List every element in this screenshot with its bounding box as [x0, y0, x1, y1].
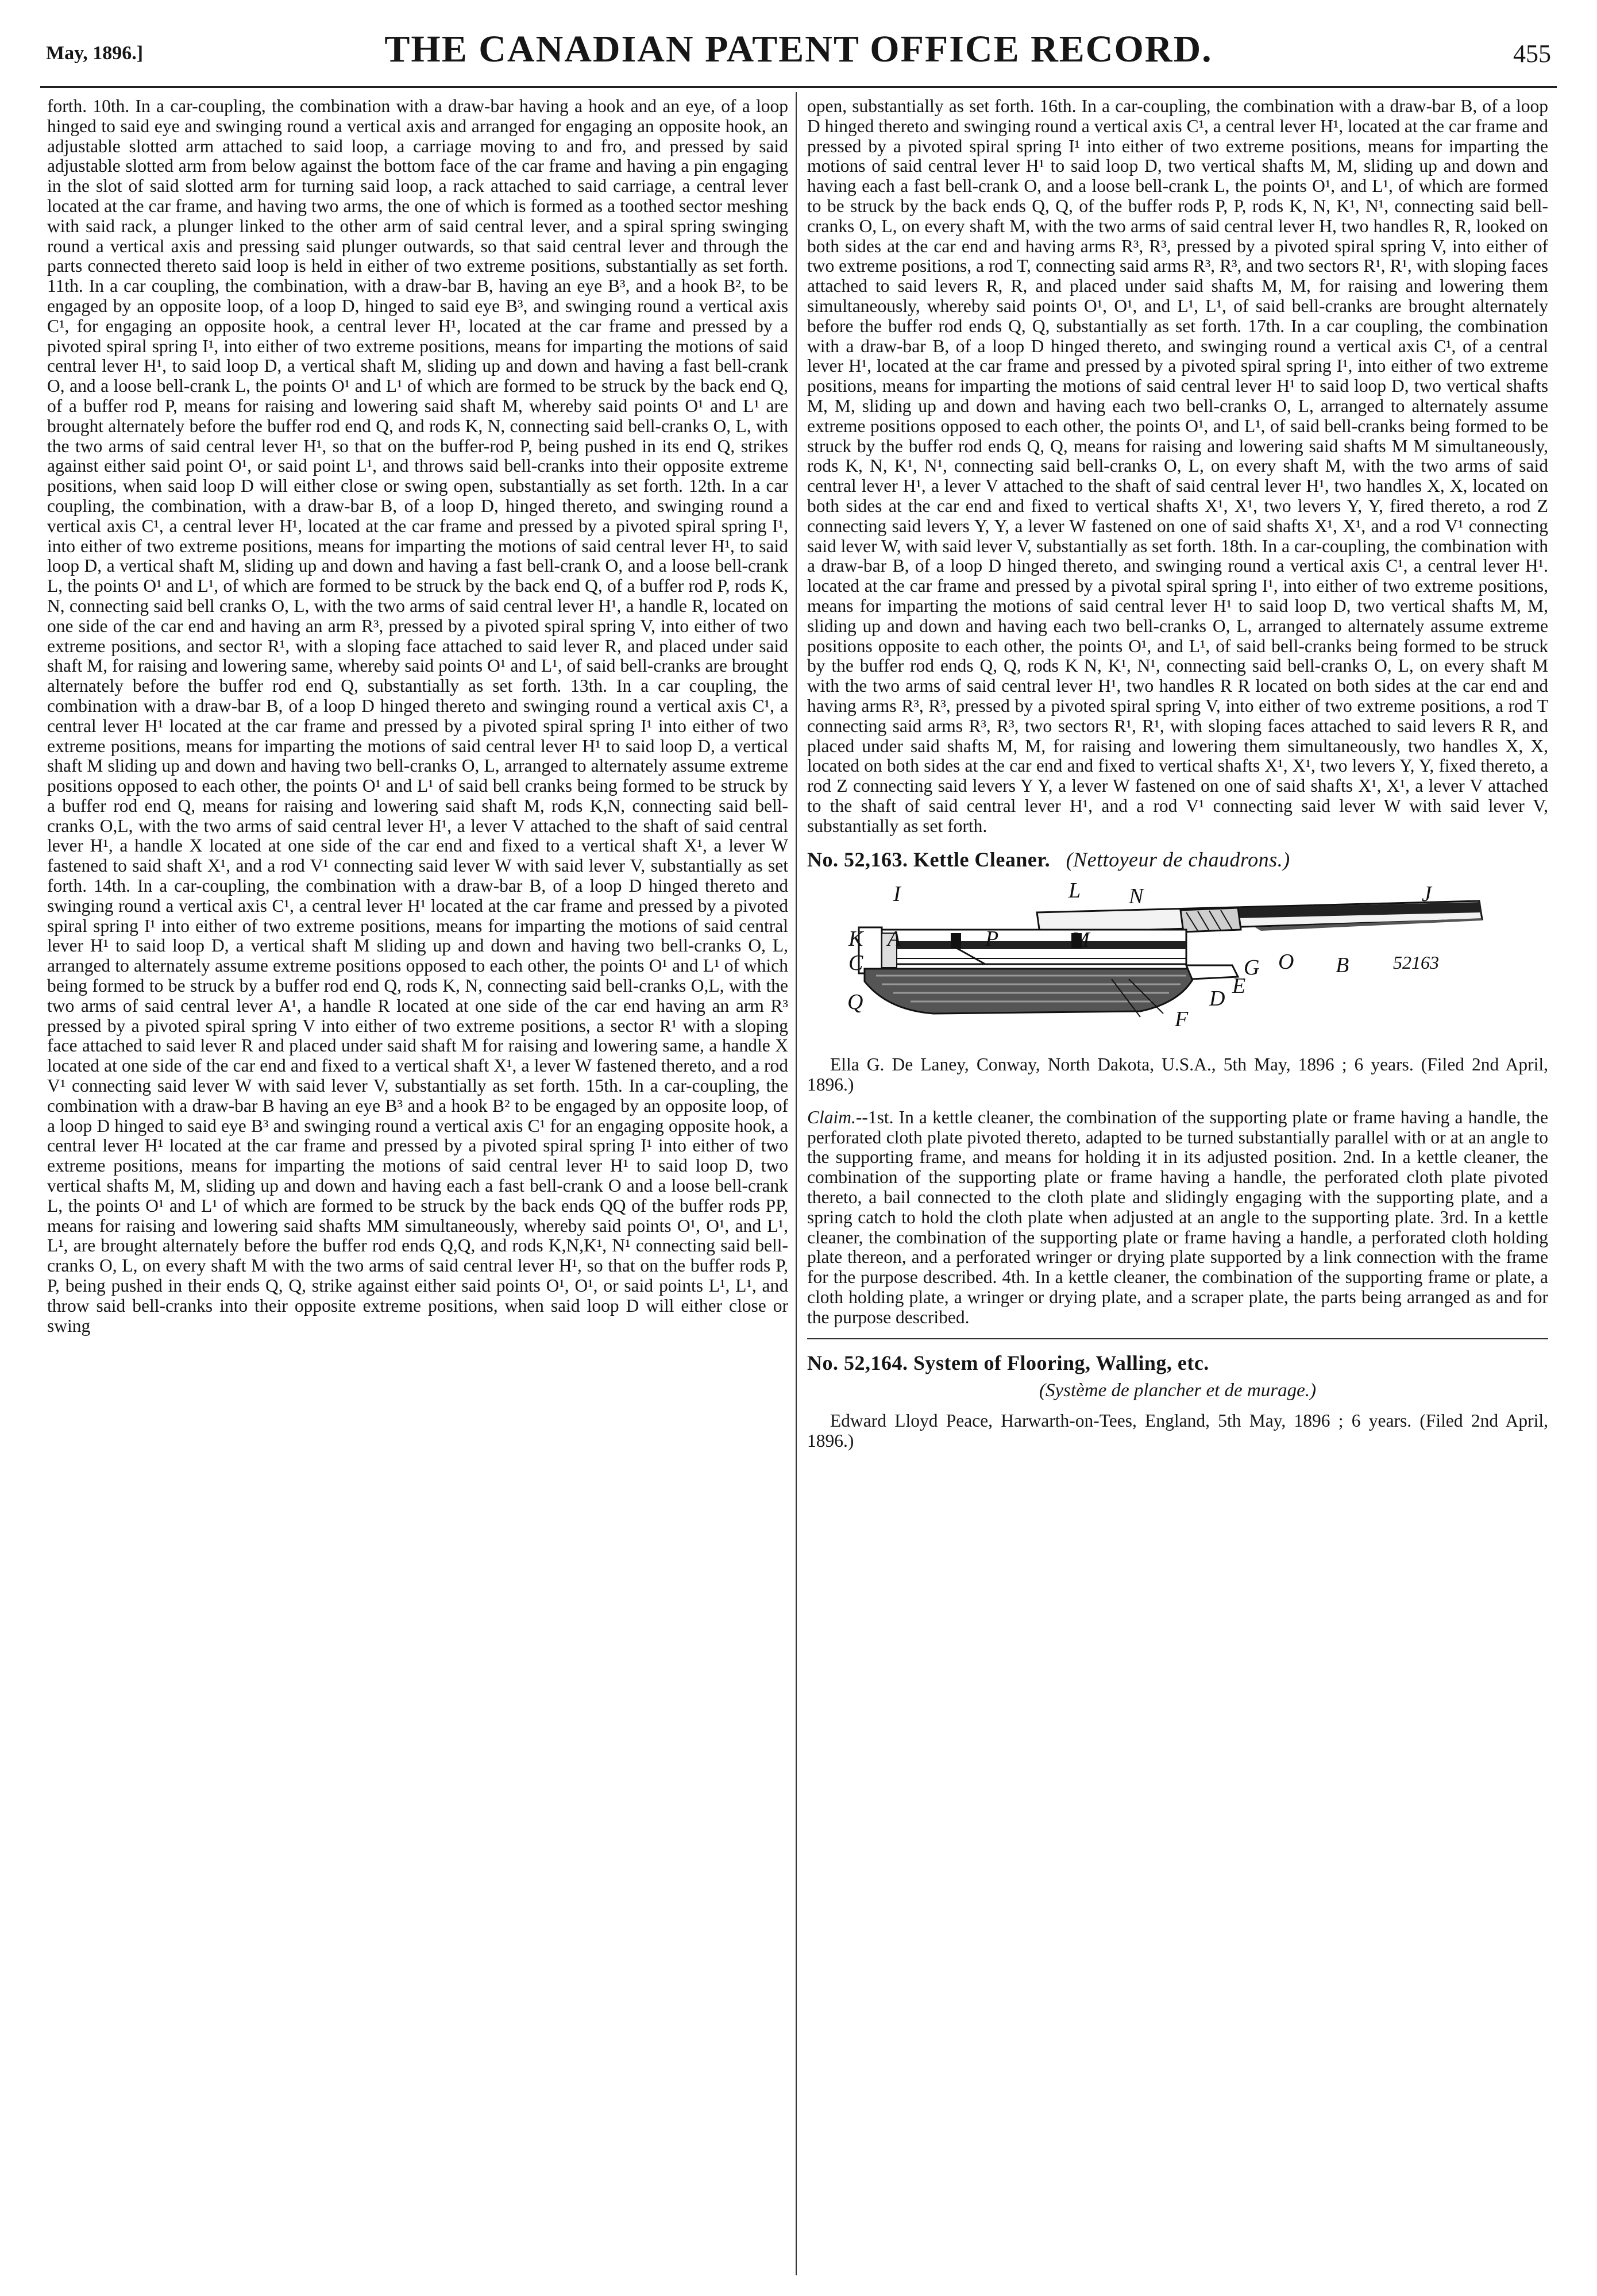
label-N: N [1129, 884, 1144, 909]
label-O: O [1278, 950, 1294, 974]
page-header [46, 15, 1551, 90]
label-P: P [985, 927, 999, 951]
label-E: E [1232, 974, 1246, 999]
label-J: J [1422, 882, 1432, 907]
page-number: 455 [1513, 40, 1551, 68]
label-C: C [848, 951, 863, 976]
label-52163: 52163 [1393, 952, 1439, 973]
kettle-cleaner-drawing [842, 878, 1491, 1045]
patent-52163-heading-row [807, 850, 1548, 870]
claims-car-coupling-text: forth. 10th. In a car-coupling, the combination with a draw-bar having a hook and an eye, of a loop hinged to said eye and swinging round a vertical axis and arranged for engaging an opposite hook, an adjustable slotted arm attached to said loop, a carriage moving to and fro, and pressed by said adjustable slotted arm from below against the bottom face of the car frame and having a pin engaging in the slot of said slotted arm for turning said loop, a rack attached to said carriage, a central lever located at the car frame, and having two arms, the one of which is formed as a toothed sector meshing with said rack, a plunger linked to the other arm of said central lever, and a spiral spring swinging round a vertical axis and pressing said plunger outwards, so that said central lever and through the parts connected thereto said loop is held in either of two extreme positions, substantially as set forth. 11th. In a car coupling, the combination, with a draw-bar B, having an eye B³, and a hook B², to be engaged by an opposite loop, of a loop D, hinged to said eye B³, and swinging round a vertical axis C¹, for engaging an opposite hook, a central lever H¹, located at the car frame and pressed by a pivoted spiral spring I¹, into either of two extreme positions, means for imparting the motions of said central lever H¹, to said loop D, a vertical shaft M, sliding up and down and having a fast bell-crank O, and a loose bell-crank L, the points O¹ and L¹ of which are formed to be struck by the back end Q, of a buffer rod P, means for raising and lowering said shaft M, whereby said points O¹ and L¹ are brought alternately before the buffer rod end Q, and rods K, N, connecting said bell-cranks O, L, with the two arms of said central lever H¹, so that on the buffer-rod P, being pushed in its end Q, strikes against either said point O¹, or said point L¹, and throws said bell-cranks into their opposite extreme positions, when said loop D will either close or swing open, substantially as set forth. 12th. In a car coupling, the combination, with a draw-bar B, of a loop D, hinged thereto, and swinging round a vertical axis C¹, a central lever H¹, located at the car frame and pressed by a pivoted spiral spring I¹, into either of two extreme positions, means for imparting the motions of said central lever H¹, to said loop D, a vertical shaft M, sliding up and down and having a fast bell-crank O, and a loose bell-crank L, the points O¹ and L¹, of which are formed to be struck by the back end Q, of a buffer rod P, rods K, N, connecting said bell cranks O, L, with the two arms of said central lever H¹, a handle R, located on one side of the car end and having an arm R³, pressed by a pivoted spiral spring V, into either of two extreme positions, and sector R¹, with a sloping face attached to said lever R, and placed under said shaft M, for raising and lowering same, whereby said points O¹ and L¹, of said bell-cranks are brought alternately before the buffer rod end Q, substantially as set forth. 13th. In a car coupling, the combination with a draw-bar B, of a loop D hinged thereto and swinging round a vertical axis C¹, a central lever H¹ located at the car frame and pressed by a pivoted spiral spring I¹ into either of two extreme positions, means for imparting the motions of said central lever H¹ to said loop D, a vertical shaft M sliding up and down and having two bell-cranks O, L, arranged to alternately assume extreme positions opposed to each other, the points O¹ and L¹ of said bell cranks being formed to be struck by a buffer rod end Q, means for raising and lowering said shaft M, rods K,N, connecting said bell-cranks O,L, with the two arms of said central lever H¹, a lever V attached to the shaft of said central lever H¹, a handle X located at one side of the car end and fixed to a vertical shaft X¹, a lever W fastened to said shaft X¹, and a rod V¹ connecting said lever W with said lever V, substantially as set forth. 14th. In a car-coupling, the combination with a draw-bar B, of a loop D hinged thereto and swinging round a vertical axis C¹, a central lever H¹ located at the car frame and pressed by a pivoted spiral spring I¹ into either of two extreme positions, means for imparting the motions of said central lever H¹ to said loop D, a vertical shaft M sliding up and down and having two bell-cranks O, L, arranged to alternately assume extreme positions opposed to each other, the points O¹ and L¹ of which being formed to be struck by a buffer rod end Q, rods K, N, connecting said bell-cranks O,L, with the two arms of said central lever A¹, a handle R located at one side of the car end having an arm R³ pressed by a pivoted spiral spring V into either of two extreme positions, a sector R¹ with a sloping face attached to said lever R and placed under said shaft M for raising and lowering same, a handle X located at one side of the car end and fixed to a vertical shaft X¹, a lever W fastened thereto, and a rod V¹ connecting said lever W with said lever V, substantially as set forth. 15th. In a car-coupling, the combination with a draw-bar B having an eye B³ and a hook B² to be engaged by an opposite loop, of a loop D hinged to said eye B³ and swinging round a vertical axis C¹ for an engaging opposite hook, a central lever H¹ located at the car frame and pressed by a pivoted spiral spring I¹ into either of two extreme positions, means for imparting the motions of said central lever H¹ to said loop D, two vertical shafts M, M, sliding up and down and having each a fast bell-crank O and a loose bell-crank L, the points O¹ and L¹ of which are formed to be struck by the back ends QQ of the buffer rods PP, means for raising and lowering said shafts MM simultaneously, whereby said points O¹, O¹, and L¹, L¹, are brought alternately before the buffer rod ends Q,Q, and rods K,N,K¹, N¹ connecting said bell-cranks O, L, on every shaft M with the two arms of said central lever H¹, so that on the buffer rods P, P, being pushed in their ends Q, Q, strike against either said points O¹, O¹, or said points L¹, L¹, and throw said bell-cranks into their opposite extreme positions, when said loop D will either close or swing [47, 97, 788, 1336]
header-rule [40, 86, 1557, 88]
label-B: B [1336, 953, 1349, 978]
kettle-cleaner-figure [842, 878, 1491, 1045]
label-D: D [1209, 987, 1225, 1011]
label-F: F [1175, 1007, 1189, 1032]
patent-52163-claim-text: --1st. In a kettle cleaner, the combination of the supporting plate or frame having a handle, the perforated cloth plate pivoted thereto, adapted to be turned substantially parallel with or at an angle to the supporting frame, and means for holding it in its adjusted position. 2nd. In a kettle cleaner, the combination of the supporting plate or frame having a handle, the perforated cloth plate pivoted thereto, a bail connected to the cloth plate and slidingly engaging with the supporting plate, and a spring catch to hold the cloth plate when adjusted at an angle to the supporting plate. 3rd. In a kettle cleaner, the combination of the supporting plate or frame having a handle, a perforated cloth holding plate thereon, and a perforated wringer or drying plate supported by a link connection with the frame for the purpose described. 4th. In a kettle cleaner, the combination of the supporting frame or plate, a cloth holding plate, a wringer or drying plate, and a scraper plate, the parts being arranged as and for the purpose described. [807, 1107, 1548, 1327]
label-G: G [1244, 956, 1260, 980]
claim-label: Claim. [807, 1107, 856, 1127]
patent-52164-inventor: Edward Lloyd Peace, Harwarth-on-Tees, England, 5th May, 1896 ; 6 years. (Filed 2nd April, 1896.) [807, 1411, 1548, 1451]
publication-title: THE CANADIAN PATENT OFFICE RECORD. [384, 28, 1213, 70]
patent-52164-french-title: (Système de plancher et de murage.) [1039, 1380, 1316, 1401]
issue-date: May, 1896.] [46, 43, 144, 64]
column-divider [796, 92, 797, 2275]
label-M: M [1071, 928, 1090, 953]
section-rule [807, 1338, 1548, 1339]
patent-52163-heading: No. 52,163. Kettle Cleaner. [807, 848, 1051, 872]
label-I: I [893, 882, 901, 907]
label-L: L [1068, 879, 1081, 903]
label-K: K [848, 927, 863, 951]
patent-52163-french-title: (Nettoyeur de chaudrons.) [1066, 848, 1290, 872]
label-Q: Q [847, 990, 863, 1015]
patent-52164-heading: No. 52,164. System of Flooring, Walling, etc. [807, 1351, 1209, 1374]
claims-continuation-text: open, substantially as set forth. 16th. In a car-coupling, the combination with a draw-bar B, of a loop D hinged thereto and swinging round a vertical axis C¹, a central lever H¹, located at the car frame and pressed by a pivoted spiral spring I¹ into either of two extreme positions, means for imparting the motions of said central lever H¹ to said loop D, two vertical shafts M, M, sliding up and down and having each a fast bell-crank O, and a loose bell-crank L, the points O¹, and L¹, of which are formed to be struck by the back ends Q, Q, of the buffer rods P, P, rods K, N, K¹, N¹, connecting said bell-cranks O, L, on every shaft M, with the two arms of said central lever H, two handles R, R, looked on both sides at the car end and having arms R³, R³, pressed by a pivoted spiral spring V, into either of two extreme positions, a rod T, connecting said arms R³, R³, and two sectors R¹, R¹, with sloping faces attached to said levers R, R, and placed under said shafts M, M, for raising and lowering them simultaneously, whereby said points O¹, O¹, and L¹, L¹, of said bell-cranks are brought alternately before the buffer rod ends Q, Q, substantially as set forth. 17th. In a car coupling, the combination with a draw-bar B, of a loop D hinged thereto, and swinging round a vertical axis C¹, of a central lever H¹, located at the car frame and pressed by a pivoted spiral spring I¹, into either of two extreme positions, means for imparting the motions of said central lever H¹ to said loop D, two vertical shafts M, M, sliding up and down and having each two bell-cranks O, L, arranged to alternately assume extreme positions opposed to each other, the points O¹, and L¹, of said bell-cranks being formed to be struck by the buffer rod ends Q, Q, means for raising and lowering said shafts M M simultaneously, rods K, N, K¹, N¹, connecting said bell-cranks O, L, on every shaft M, with the two arms of said central lever H¹, a lever V attached to the shaft of said central lever H¹, two handles X, X, located on both sides at the car end and fixed to vertical shafts X¹, X¹, two levers Y, Y, fired thereto, a rod Z connecting said levers Y, Y, a lever W fastened on one of said shafts X¹, X¹, and a rod V¹ connecting said lever W, with said lever V, substantially as set forth. 18th. In a car-coupling, the combination with a draw-bar B, of a loop D hinged thereto, and swinging round a vertical axis C¹, a central lever H¹. located at the car frame and pressed by a pivotal spiral spring I¹, into either of two extreme positions, means for imparting the motions of said central lever H¹ to said loop D, two vertical shafts M, M, sliding up and down and having each two bell-cranks O, L, arranged to alternately assume extreme positions opposite to each other, the points O¹, and L¹, of said bell-cranks being formed to be struck by the buffer rod ends Q, Q, rods K N, K¹, N¹, connecting said bell-cranks O, L, on every shaft M with the two arms of said central lever H¹, two handles R R located on both sides at the car end and having arms R³, R³, pressed by a pivoted spiral spring V, into either of two extreme positions, a rod T connecting said arms R³, R³, two sectors R¹, R¹, with sloping faces attached to said levers R R, and placed under said shafts M, M, for raising and lowering them simultaneously, two handles X, X, located on both sides at the car end and fixed to vertical shafts X¹, X¹, two levers Y, Y, fixed thereto, a rod Z connecting said levers Y Y, a lever W fastened on one of said shafts X¹, X¹, a lever V attached to the shaft of said central lever H¹, and a rod V¹ connecting said lever W with said lever V, substantially as set forth. [807, 96, 1548, 836]
patent-52163-inventor: Ella G. De Laney, Conway, North Dakota, U.S.A., 5th May, 1896 ; 6 years. (Filed 2nd April, 1896.) [807, 1054, 1548, 1095]
right-column [807, 97, 1548, 1464]
label-A: A [888, 927, 901, 951]
patent-52163-claims [807, 1108, 1548, 1328]
left-column [47, 97, 788, 2274]
